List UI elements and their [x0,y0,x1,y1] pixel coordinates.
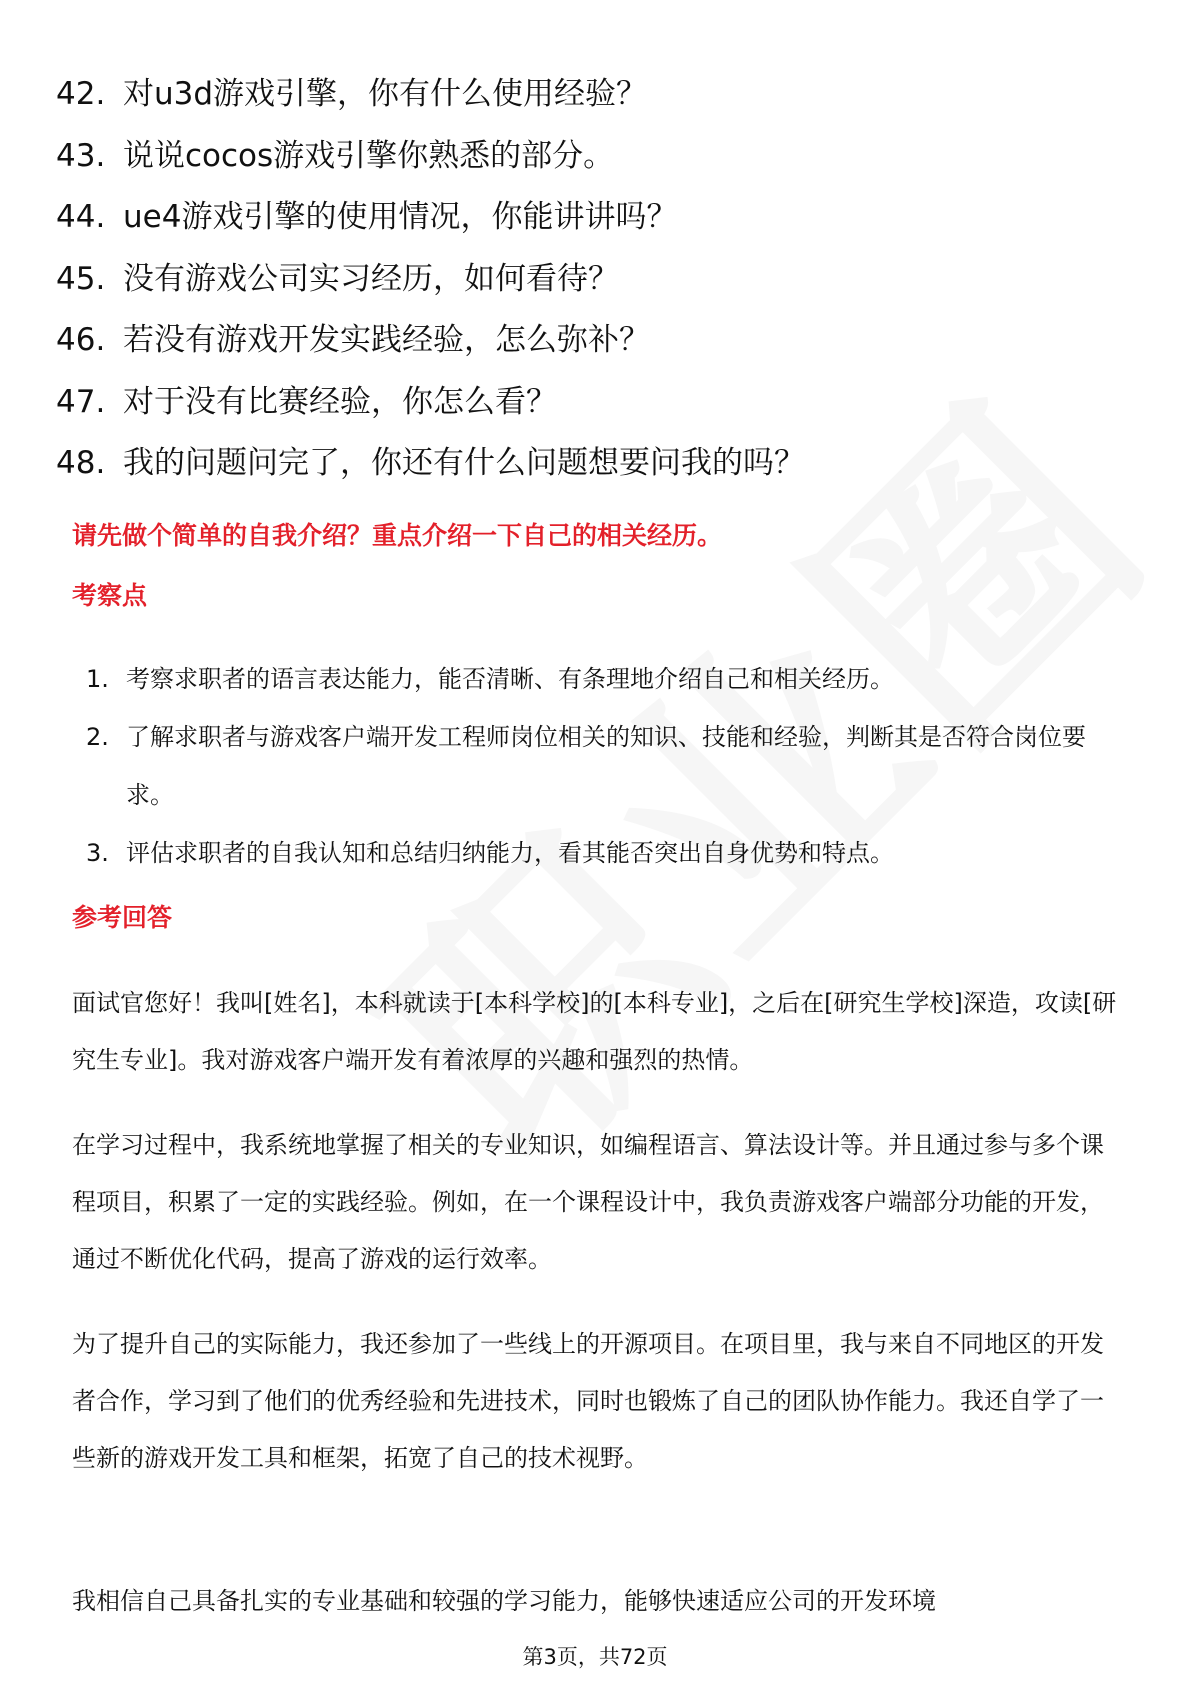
question-item [56,193,805,255]
question-text: 没有游戏公司实习经历，如何看待？ [123,260,619,297]
question-text: ue4游戏引擎的使用情况，你能讲讲吗？ [123,199,678,235]
question-title: 请先做个简单的自我介绍？重点介绍一下自己的相关经历。 [72,521,723,550]
question-item [56,255,805,317]
exam-point-item [86,650,1126,708]
question-number: 43. [56,137,106,174]
question-item [56,70,805,132]
exam-point-number: 1. [86,665,109,693]
exam-point-text: 了解求职者与游戏客户端开发工程师岗位相关的知识、技能和经验，判断其是否符合岗位要求。 [126,723,1086,809]
question-list [56,70,805,501]
question-item [56,378,805,440]
question-text: 对u3d游戏引擎，你有什么使用经验？ [123,76,648,112]
question-text: 我的问题问完了，你还有什么问题想要问我的吗？ [123,445,805,481]
answer-paragraph: 我相信自己具备扎实的专业基础和较强的学习能力，能够快速适应公司的开发环境 [72,1587,936,1615]
exam-points-heading: 考察点 [72,581,148,610]
question-number: 44. [56,199,106,235]
question-text: 对于没有比赛经验，你怎么看？ [123,383,557,420]
exam-point-item [86,824,1126,882]
answer-paragraph: 面试官您好！我叫[姓名]，本科就读于[本科学校]的[本科专业]，之后在[研究生学校]深造，攻读[研究生专业]。我对游戏客户端开发有着浓厚的兴趣和强烈的热情。 [72,989,1117,1074]
question-text: 说说cocos游戏引擎你熟悉的部分。 [123,137,615,174]
exam-point-text: 考察求职者的语言表达能力，能否清晰、有条理地介绍自己和相关经历。 [126,665,894,693]
question-number: 42. [56,76,106,112]
answer-paragraph: 在学习过程中，我系统地掌握了相关的专业知识，如编程语言、算法设计等。并且通过参与多个课程项目，积累了一定的实践经验。例如，在一个课程设计中，我负责游戏客户端部分功能的开发，通过不断优化代码，提高了游戏的运行效率。 [72,1131,1104,1273]
page-footer: 第3页，共72页 [522,1645,668,1669]
exam-point-number: 2. [86,723,109,751]
question-number: 45. [56,260,106,297]
question-text: 若没有游戏开发实践经验，怎么弥补？ [123,322,650,358]
question-number: 47. [56,383,106,420]
question-item [56,132,805,194]
question-number: 46. [56,322,106,358]
exam-points-list [86,650,1126,882]
question-item [56,439,805,501]
exam-point-text: 评估求职者的自我认知和总结归纳能力，看其能否突出自身优势和特点。 [126,839,894,867]
exam-point-item [86,708,1126,824]
question-item [56,316,805,378]
reference-answer-heading: 参考回答 [72,903,173,932]
question-number: 48. [56,445,106,481]
answer-paragraph: 为了提升自己的实际能力，我还参加了一些线上的开源项目。在项目里，我与来自不同地区的开发者合作，学习到了他们的优秀经验和先进技术，同时也锻炼了自己的团队协作能力。我还自学了一些新的游戏开发工具和框架，拓宽了自己的技术视野。 [72,1330,1104,1472]
exam-point-number: 3. [86,839,109,867]
